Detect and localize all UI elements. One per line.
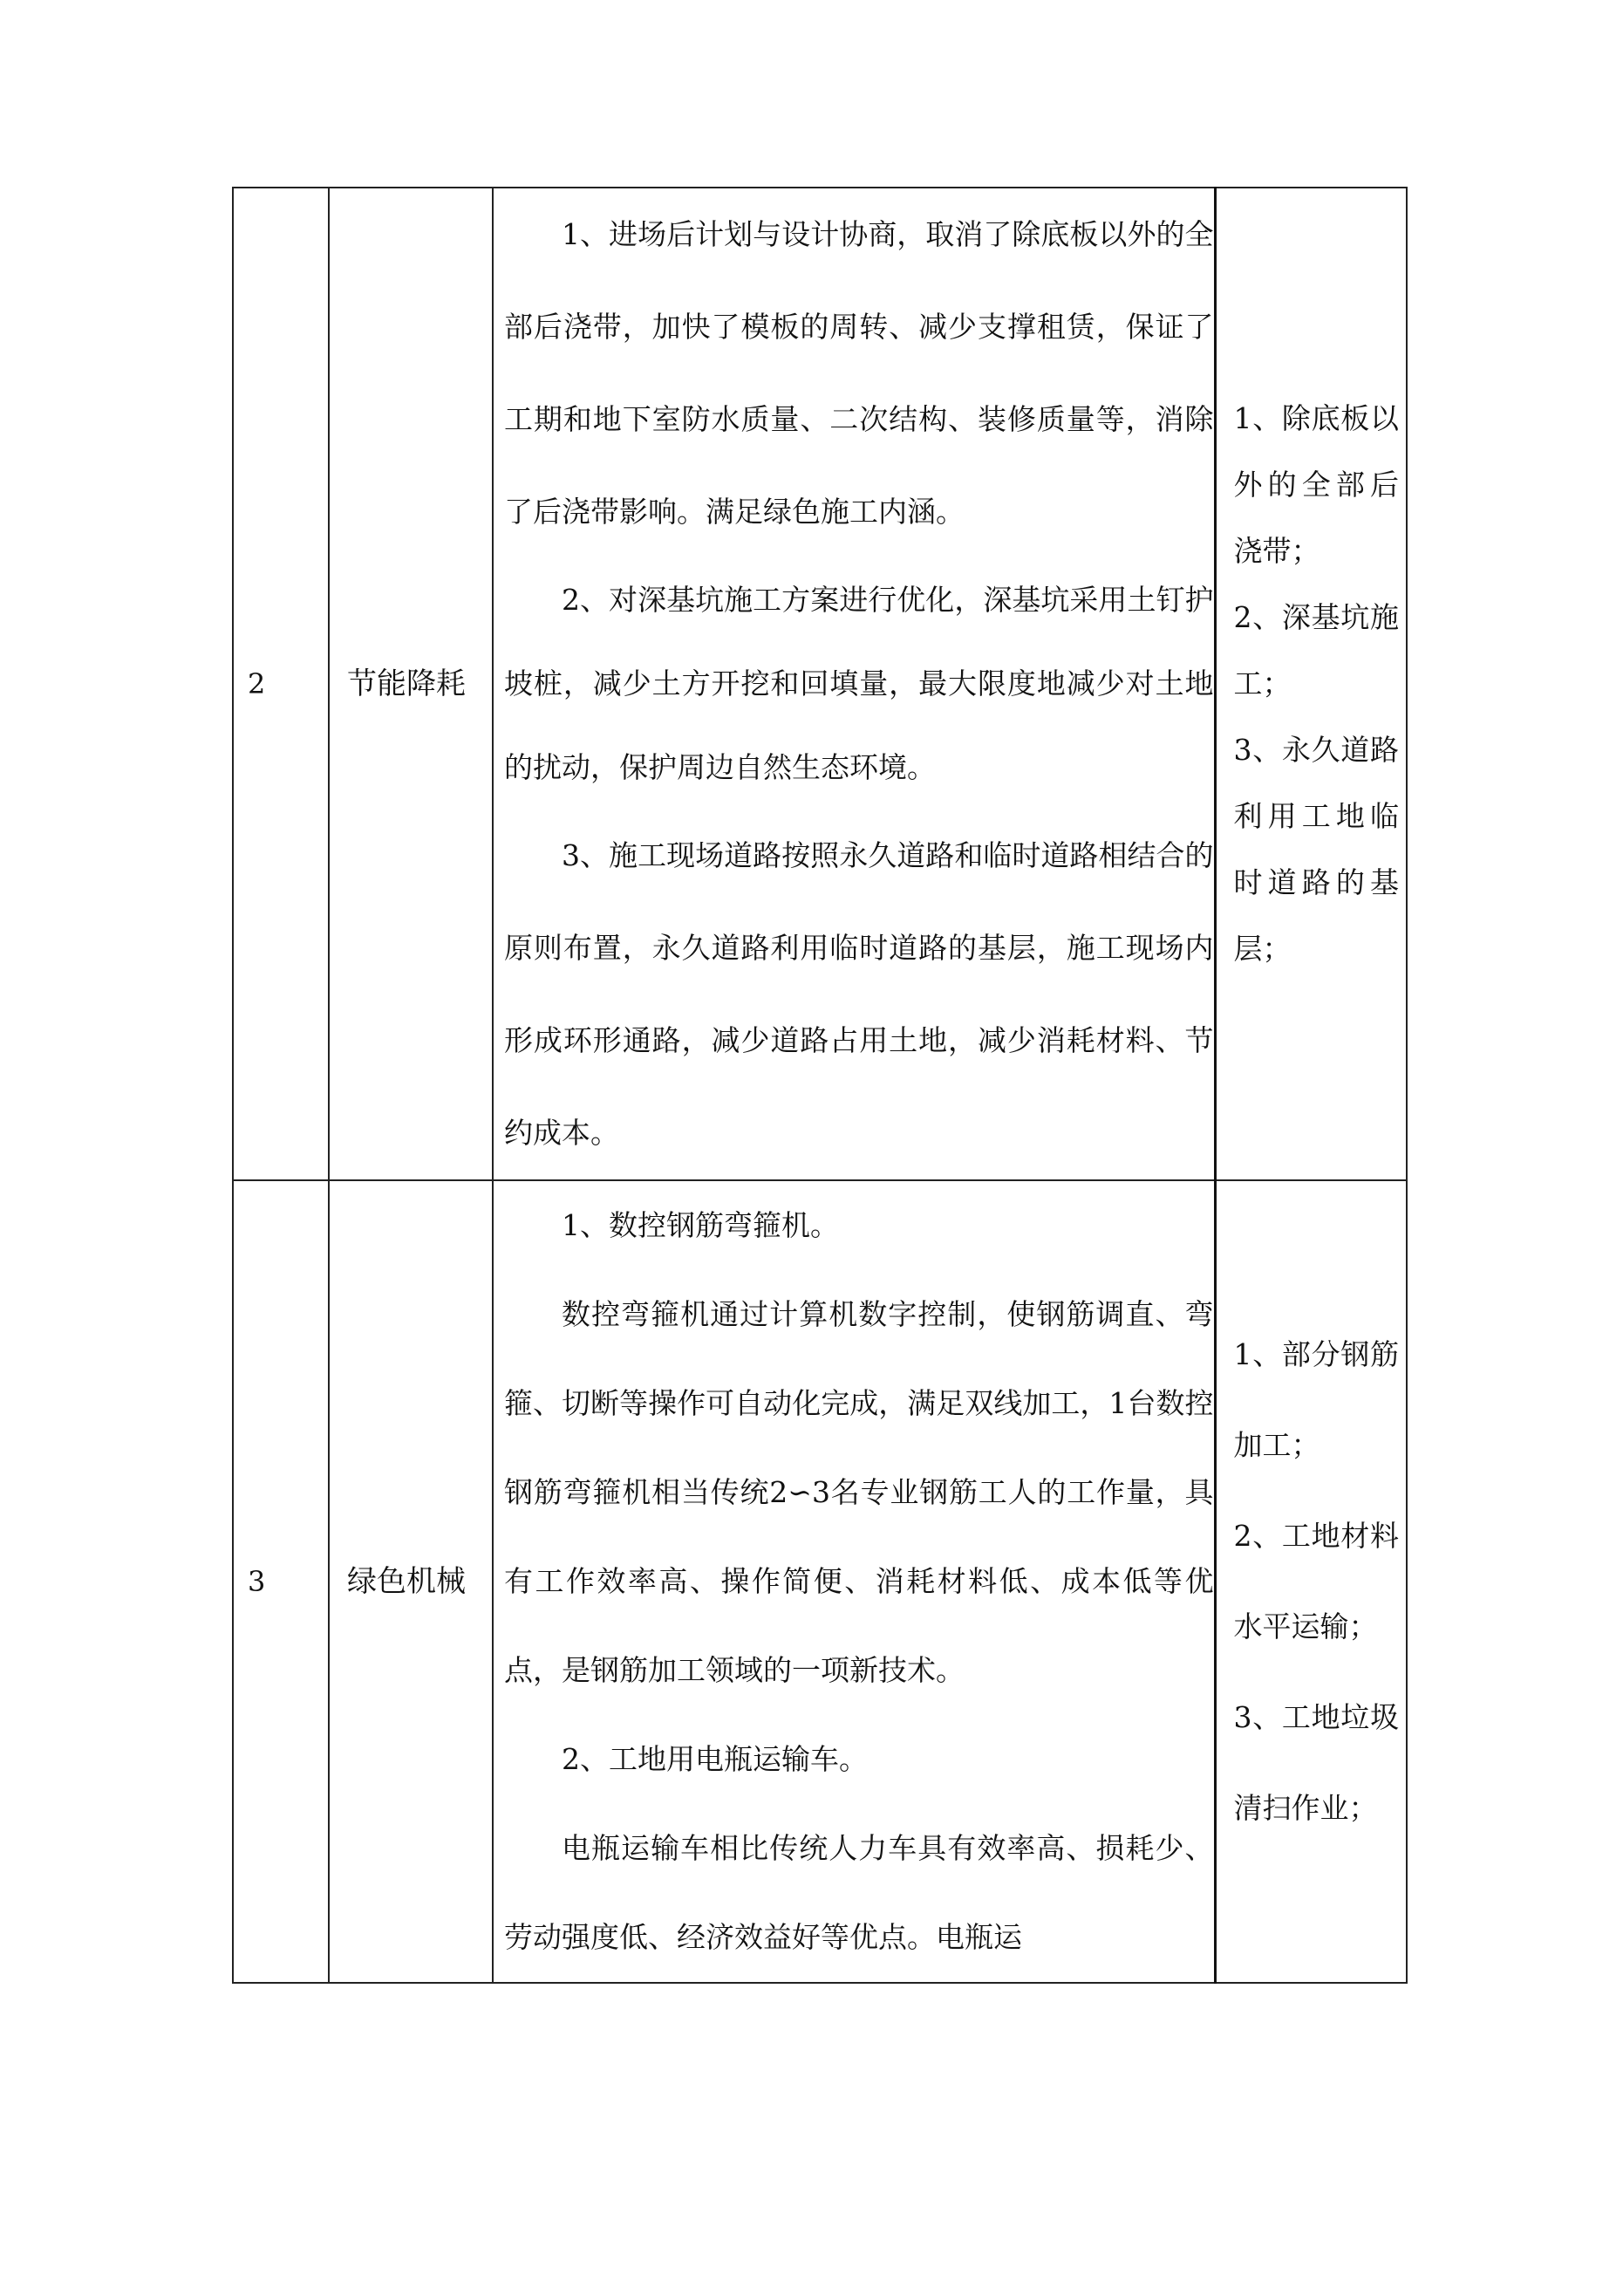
part-item: 2、工地材料水平运输； [1233,1519,1399,1643]
part-item: 2、深基坑施工； [1233,600,1399,700]
row-details [493,1180,1215,1983]
detail-paragraph: 1、进场后计划与设计协商，取消了除底板以外的全部后浇带，加快了模板的周转、减少支撑租赁，保证了工期和地下室防水质量、二次结构、装修质量等，消除了后浇带影响。满足绿色施工内涵。 [504,217,1214,529]
row-details [493,188,1215,1180]
detail-paragraph: 电瓶运输车相比传统人力车具有效率高、损耗少、劳动强度低、经济效益好等优点。电瓶运 [504,1831,1214,1954]
row-category: 绿色机械 [329,1180,493,1983]
row-parts [1215,1180,1407,1983]
row-parts [1215,188,1407,1180]
measures-table [232,187,1408,1984]
part-item: 1、除底板以外的全部后浇带； [1233,401,1399,568]
detail-paragraph: 数控弯箍机通过计算机数字控制，使钢筋调直、弯箍、切断等操作可自动化完成，满足双线加工，1台数控钢筋弯箍机相当传统2∽3名专业钢筋工人的工作量，具有工作效率高、操作简便、消耗材料低、成本低等优点，是钢筋加工领域的一项新技术。 [504,1297,1214,1687]
row-number: 2 [233,188,329,1180]
detail-paragraph: 2、工地用电瓶运输车。 [562,1742,868,1776]
part-item: 1、部分钢筋加工； [1233,1337,1399,1462]
part-item: 3、永久道路利用工地临时道路的基层； [1233,733,1399,966]
part-item: 3、工地垃圾清扫作业； [1233,1700,1399,1825]
row-category: 节能降耗 [329,188,493,1180]
detail-paragraph: 2、对深基坑施工方案进行优化，深基坑采用土钉护坡桩，减少土方开挖和回填量，最大限度地减少对土地的扰动，保护周边自然生态环境。 [504,583,1214,784]
row-number: 3 [233,1180,329,1983]
detail-paragraph: 1、数控钢筋弯箍机。 [562,1208,839,1242]
detail-paragraph: 3、施工现场道路按照永久道路和临时道路相结合的原则布置，永久道路利用临时道路的基层，施工现场内形成环形通路，减少道路占用土地，减少消耗材料、节约成本。 [504,838,1214,1150]
table-row [233,1180,1407,1983]
table-row [233,188,1407,1180]
